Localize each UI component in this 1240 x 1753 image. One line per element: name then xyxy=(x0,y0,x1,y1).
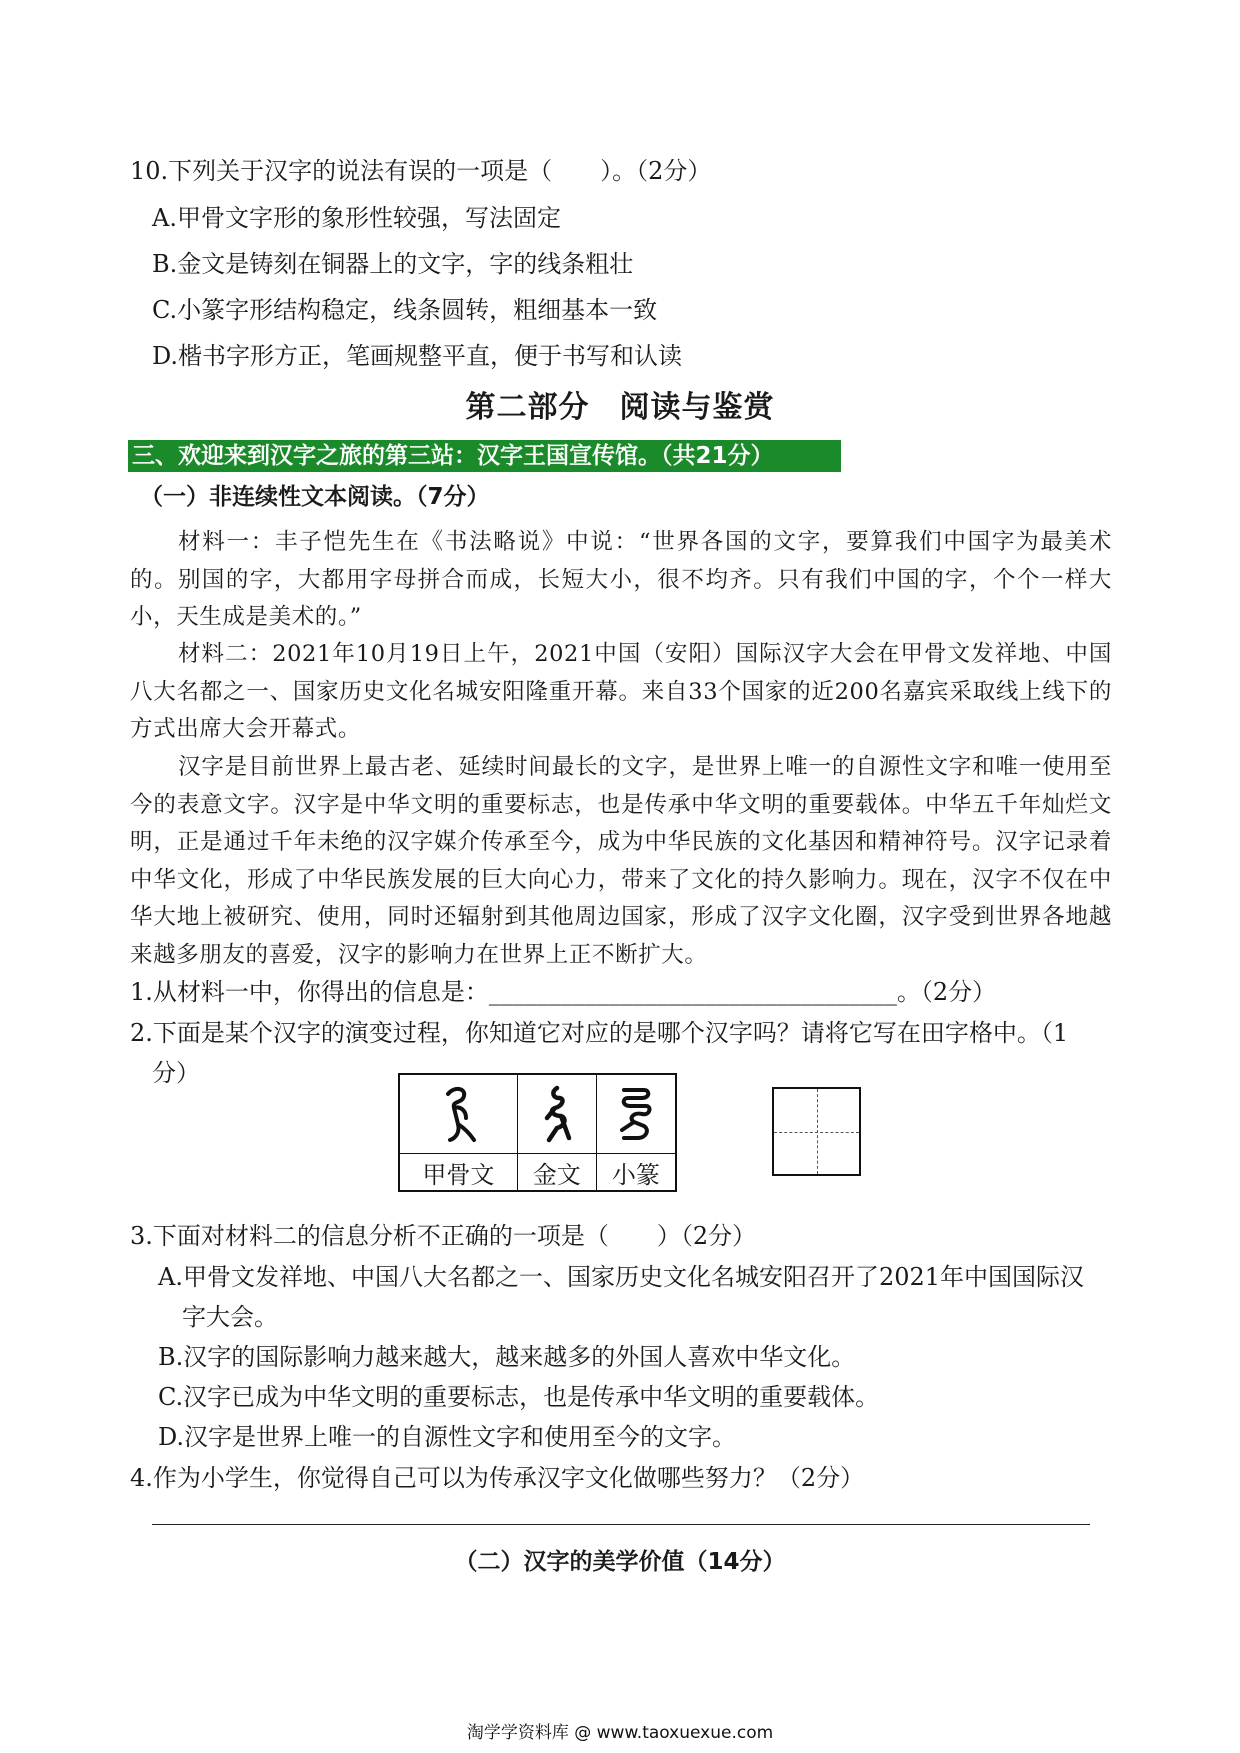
section-3-title: 三、欢迎来到汉字之旅的第三站：汉字王国宣传馆。（共21分） xyxy=(128,440,841,472)
seal-cell xyxy=(596,1074,676,1154)
question-10-stem: 10.下列关于汉字的说法有误的一项是（ ）。（2分） xyxy=(130,157,712,185)
tianzige-vertical-guide xyxy=(817,1089,818,1174)
question-2-line-2: 分） xyxy=(152,1059,200,1087)
material-2-paragraph: 材料二：2021年10月19日上午，2021中国（安阳）国际汉字大会在甲骨文发祥地、中国八大名都之一、国家历史文化名城安阳隆重开幕。来自33个国家的近200名嘉宾采取线上线下的方式出席大会开幕式。 xyxy=(130,641,1112,742)
part-2-title xyxy=(0,388,1240,428)
bronze-cell xyxy=(517,1074,596,1154)
question-1: 1.从材料一中，你得出的信息是：__________________________________。（2分） xyxy=(130,978,997,1006)
part-2-title-left: 第二部分 xyxy=(465,390,590,425)
question-10-option-b: B.金文是铸刻在铜器上的文字，字的线条粗壮 xyxy=(152,250,634,278)
question-3-option-b: B.汉字的国际影响力越来越大，越来越多的外国人喜欢中华文化。 xyxy=(158,1343,856,1371)
subsection-1-title: （一）非连续性文本阅读。（7分） xyxy=(140,484,490,510)
subsection-2-title: （二）汉字的美学价值（14分） xyxy=(454,1549,786,1575)
question-2-line-1: 2.下面是某个汉字的演变过程，你知道它对应的是哪个汉字吗？请将它写在田字格中。（1 xyxy=(130,1019,1069,1047)
oracle-bone-glyph-icon xyxy=(436,1084,480,1144)
question-3-option-d: D.汉字是世界上唯一的自源性文字和使用至今的文字。 xyxy=(158,1423,737,1451)
tianzige-answer-grid[interactable] xyxy=(772,1087,861,1176)
material-1-paragraph: 材料一：丰子恺先生在《书法略说》中说：“世界各国的文字，要算我们中国字为最美术的。别国的字，大都用字母拼合而成，长短大小，很不均齐。只有我们中国的字，个个一样大小，天生成是美术的。” xyxy=(130,529,1112,630)
evolution-label-seal: 小篆 xyxy=(596,1154,676,1192)
material-2-continued-paragraph: 汉字是目前世界上最古老、延续时间最长的文字，是世界上唯一的自源性文字和唯一使用至今的表意文字。汉字是中华文明的重要标志，也是传承中华文明的重要载体。中华五千年灿烂文明，正是通过千年未绝的汉字媒介传承至今，成为中华民族的文化基因和精神符号。汉字记录着中华文化，形成了中华民族发展的巨大向心力，带来了文化的持久影响力。现在，汉字不仅在中华大地上被研究、使用，同时还辐射到其他周边国家，形成了汉字文化圈，汉字受到世界各地越来越多朋友的喜爱，汉字的影响力在世界上正不断扩大。 xyxy=(130,754,1112,968)
bronze-glyph-icon xyxy=(535,1084,579,1144)
question-3-stem: 3.下面对材料二的信息分析不正确的一项是（ ）（2分） xyxy=(130,1222,757,1250)
part-2-title-right: 阅读与鉴赏 xyxy=(619,390,775,425)
question-4: 4.作为小学生，你觉得自己可以为传承汉字文化做哪些努力？（2分） xyxy=(130,1464,865,1492)
question-3-option-c: C.汉字已成为中华文明的重要标志，也是传承中华文明的重要载体。 xyxy=(158,1383,880,1411)
question-3-option-a-line-2: 字大会。 xyxy=(182,1303,278,1331)
question-10-option-c: C.小篆字形结构稳定，线条圆转，粗细基本一致 xyxy=(152,296,658,324)
question-10-option-a: A.甲骨文字形的象形性较强，写法固定 xyxy=(152,204,561,232)
question-3-option-a-line-1: A.甲骨文发祥地、中国八大名都之一、国家历史文化名城安阳召开了2021年中国国际汉 xyxy=(158,1263,1085,1291)
question-4-answer-line[interactable] xyxy=(152,1524,1090,1525)
evolution-label-bronze: 金文 xyxy=(517,1154,596,1192)
evolution-label-oracle: 甲骨文 xyxy=(399,1154,517,1192)
question-10-option-d: D.楷书字形方正，笔画规整平直，便于书写和认读 xyxy=(152,342,683,370)
footer-watermark: 淘学学资料库 @ www.taoxuexue.com xyxy=(466,1723,774,1743)
seal-glyph-icon xyxy=(614,1084,658,1144)
character-evolution-table xyxy=(398,1073,677,1192)
oracle-bone-cell xyxy=(399,1074,517,1154)
